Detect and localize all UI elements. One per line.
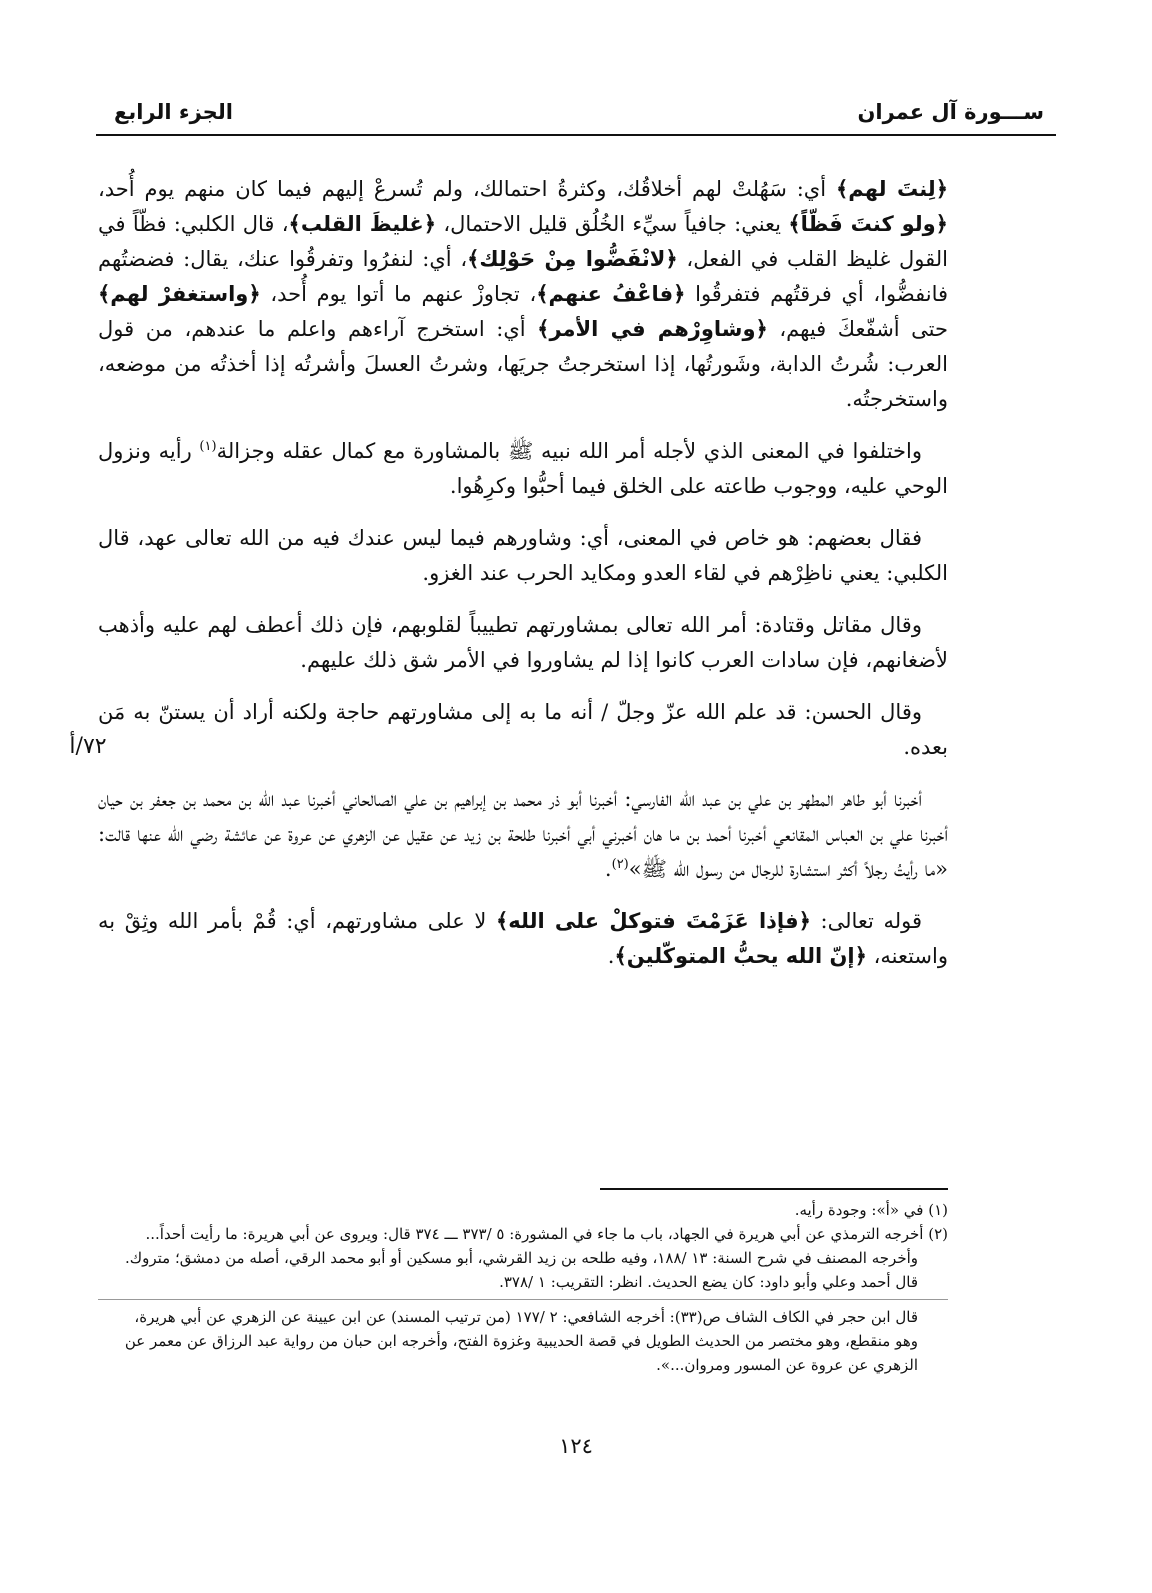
quran-quote: ﴿فاعْفُ عنهم﴾ xyxy=(536,282,686,306)
surah-title: ســـورة آل عمران xyxy=(857,100,1044,124)
volume-label: الجزء الرابع xyxy=(114,100,233,124)
header-divider xyxy=(96,134,1056,136)
footnote-text: وأخرجه المصنف في شرح السنة: ١٣ /١٨٨، وفيه طلحه بن زيد القرشي، أبو مسكين أو أبو محمد الرقي، أصله من دمشق؛ متروك. xyxy=(124,1249,918,1267)
text-run: . xyxy=(604,857,612,881)
quran-quote: ﴿لِنتَ لهم﴾ xyxy=(835,177,948,201)
paragraph xyxy=(98,172,948,417)
paragraph xyxy=(98,434,948,504)
page-number: ١٢٤ xyxy=(559,1434,593,1458)
running-header xyxy=(96,96,1056,130)
text-run: فقال بعضهم: هو خاص في المعنى، أي: وشاورهم فيما ليس عندك فيه من الله تعالى عهد، قال الكلبي: يعني ناظِرْهم في لقاء العدو ومكايد الحرب عند الغزو. xyxy=(98,526,948,585)
text-run: واختلفوا في المعنى الذي لأجله أمر الله نبيه ﷺ بالمشاورة مع كمال عقله وجزالة xyxy=(216,439,922,463)
footnote-text: أخرجه الترمذي عن أبي هريرة في الجهاد، باب ما جاء في المشورة: ٥ /٣٧٣ ـــ ٣٧٤ قال: ويروى عن أبي هريرة: ما رأيت أحداً... xyxy=(145,1225,924,1243)
text-run: أخبرنا أبو طاهر المطهر بن علي بن عبد الله الفارسي: أخبرنا أبو ذر محمد بن إبراهيم بن علي الصالحاني أخبرنا عبد الله بن محمد بن جعفر بن حيان أخبرنا علي بن العباس المقانعي أخبرنا أحمد بن ما هان أخبرني أبي أخبرنا طلحة بن زيد عن عقيل عن الزهري عن عروة عن عائشة رضي الله عنها قالت: «ما رأيتُ رجلاً أكثر استشارة للرجال من رسول الله ﷺ» xyxy=(98,787,948,881)
paragraph xyxy=(98,695,948,765)
text-run: أي: سَهُلتْ لهم أخلاقُك، وكثرةُ احتمالك، ولم تُسرعْ إليهم فيما كان منهم يوم أُحد، xyxy=(98,177,836,201)
text-run: ، تجاوزْ عنهم ما أتوا يوم أُحد، xyxy=(260,282,537,306)
footnote-ref: (٢) xyxy=(611,857,629,872)
footnote-line xyxy=(98,1329,948,1353)
main-text xyxy=(98,172,948,991)
footnote-line xyxy=(98,1353,948,1377)
quran-quote: ﴿غليظَ القلب﴾ xyxy=(288,212,437,236)
footnote-line xyxy=(98,1222,948,1246)
text-run: ، قال الكلبي: فظّاً في القول غليظ القلب في الفعل، xyxy=(98,212,949,271)
text-run: وقال الحسن: قد علم الله عزّ وجلّ / أنه ما به إلى مشاورتهم حاجة ولكنه أراد أن يستنّ به مَن بعده. xyxy=(98,700,948,759)
footnote-line xyxy=(98,1246,948,1270)
manuscript-folio-note: ٧٢/أ xyxy=(69,734,107,759)
quran-quote: ﴿لانْفَضُّوا مِنْ حَوْلِك﴾ xyxy=(467,247,678,271)
text-run: ، أي: لنفرُوا وتفرقُوا عنك، يقال: فضضتُهم فانفضُّوا، أي فرقتُهم فتفرقُوا xyxy=(98,247,949,306)
footnote-separator xyxy=(98,1299,948,1300)
text-run: أي: استخرج آراءهم واعلم ما عندهم، من قول العرب: شُرتُ الدابة، وشَورتُها، إذا استخرجتُ جريَها، وشرتُ العسلَ وأشرتُه إذا أخذتُه من موضعه، واستخرجتُه. xyxy=(98,317,948,411)
footnote-line xyxy=(98,1198,948,1222)
footnote-line xyxy=(98,1270,948,1294)
text-run: يعني: جافياً سيِّء الخُلُق قليل الاحتمال، xyxy=(436,212,789,236)
footnote-line xyxy=(98,1305,948,1329)
paragraph xyxy=(98,904,948,974)
footnote-text: في «أ»: وجودة رأيه. xyxy=(794,1201,924,1219)
footnote-text: وهو منقطع، وهو مختصر من الحديث الطويل في قصة الحديبية وغزوة الفتح، وأخرجه ابن حبان من رواية عبد الرزاق عن معمر عن xyxy=(124,1332,918,1350)
quran-quote: ﴿واستغفرْ لهم﴾ xyxy=(98,282,261,306)
paragraph xyxy=(98,782,948,887)
footnote-text: قال أحمد وعلي وأبو داود: كان يضع الحديث. انظر: التقريب: ١ /٣٧٨. xyxy=(499,1273,918,1291)
footnote-number: (١) xyxy=(923,1201,948,1219)
text-run: لا على مشاورتهم، أي: قُمْ بأمر الله وثِقْ به واستعنه، xyxy=(98,909,948,968)
footnote-ref: (١) xyxy=(199,439,217,454)
paragraph xyxy=(98,521,948,591)
quran-quote: ﴿إنّ الله يحبُّ المتوكّلين﴾ xyxy=(614,944,867,968)
text-run: رأيه ونزول الوحي عليه، ووجوب طاعته على الخلق فيما أحبُّوا وكرِهُوا. xyxy=(98,439,948,498)
text-run: حتى أشفّعكَ فيهم، xyxy=(767,317,949,341)
footnote-number: (٢) xyxy=(923,1225,948,1243)
footnote-divider xyxy=(600,1188,948,1190)
text-run: . xyxy=(607,944,615,968)
text-run: قوله تعالى: xyxy=(810,909,923,933)
footnote-text: الزهري عن عروة عن المسور ومروان...». xyxy=(656,1356,918,1374)
quran-quote: ﴿ولو كنتَ فَظّاً﴾ xyxy=(788,212,948,236)
footnotes xyxy=(98,1198,948,1377)
footnote-text: قال ابن حجر في الكاف الشاف ص(٣٣): أخرجه الشافعي: ٢ /١٧٧ (من ترتيب المسند) عن ابن عيينة عن الزهري عن أبي هريرة، xyxy=(134,1308,918,1326)
quran-quote: ﴿فإذا عَزَمْتَ فتوكلْ على الله﴾ xyxy=(495,909,811,933)
quran-quote: ﴿وشاوِرْهم في الأمر﴾ xyxy=(537,317,768,341)
paragraph xyxy=(98,608,948,678)
text-run: وقال مقاتل وقتادة: أمر الله تعالى بمشاورتهم تطييباً لقلوبهم، فإن ذلك أعطف لهم عليه وأذهب لأضغانهم، فإن سادات العرب كانوا إذا لم يشاوروا في الأمر شق ذلك عليهم. xyxy=(98,613,948,672)
